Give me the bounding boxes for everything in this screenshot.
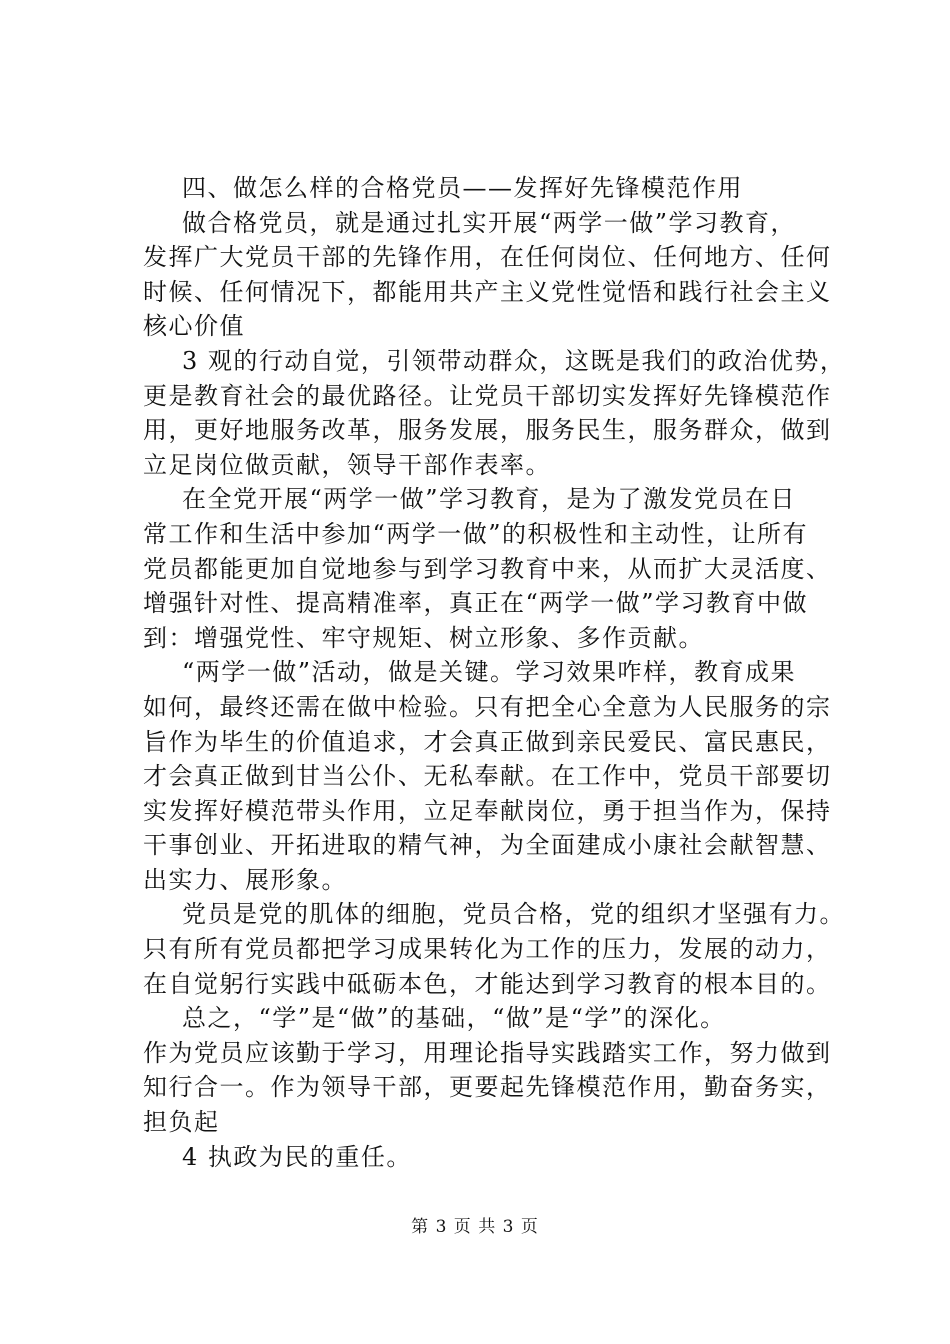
paragraph-line: 用，更好地服务改革，服务发展，服务民生，服务群众，做到 xyxy=(143,416,832,445)
paragraph-line: 3 观的行动自觉，引领带动群众，这既是我们的政治优势， xyxy=(182,346,846,375)
paragraph-line: 到：增强党性、牢守规矩、树立形象、多作贡献。 xyxy=(143,623,704,652)
paragraph-line: 4 执政为民的重任。 xyxy=(182,1142,412,1171)
paragraph-line: 旨作为毕生的价值追求，才会真正做到亲民爱民、富民惠民， xyxy=(143,727,832,756)
paragraph-line: 党员都能更加自觉地参与到学习教育中来，从而扩大灵活度、 xyxy=(143,554,832,583)
paragraph-line: 更是教育社会的最优路径。让党员干部切实发挥好先锋模范作 xyxy=(143,381,832,410)
paragraph-line: 总之，“学”是“做”的基础，“做”是“学”的深化。 xyxy=(182,1004,726,1033)
paragraph-line: 在自觉躬行实践中砥砺本色，才能达到学习教育的根本目的。 xyxy=(143,969,832,998)
paragraph-line: 出实力、展形象。 xyxy=(143,865,347,894)
paragraph-line: 在全党开展“两学一做”学习教育，是为了激发党员在日 xyxy=(182,485,797,514)
paragraph-line: 时候、任何情况下，都能用共产主义党性觉悟和践行社会主义 xyxy=(143,277,832,306)
paragraph-line: 担负起 xyxy=(143,1108,220,1137)
document-body xyxy=(143,171,848,1174)
paragraph-line: 核心价值 xyxy=(143,312,245,341)
paragraph-line: 立足岗位做贡献，领导干部作表率。 xyxy=(143,450,551,479)
paragraph-line: 增强针对性、提高精准率，真正在“两学一做”学习教育中做 xyxy=(143,589,809,618)
paragraph-line: 党员是党的肌体的细胞，党员合格，党的组织才坚强有力。 xyxy=(182,900,845,929)
paragraph-line: 干事创业、开拓进取的精气神，为全面建成小康社会献智慧、 xyxy=(143,831,832,860)
paragraph-line: 才会真正做到甘当公仆、无私奉献。在工作中，党员干部要切 xyxy=(143,762,832,791)
paragraph-line: “两学一做”活动，做是关键。学习效果咋样，教育成果 xyxy=(182,658,797,687)
section-heading: 四、做怎么样的合格党员——发挥好先锋模范作用 xyxy=(182,174,743,202)
paragraph-line: 常工作和生活中参加“两学一做”的积极性和主动性，让所有 xyxy=(143,519,809,548)
paragraph-line: 作为党员应该勤于学习，用理论指导实践踏实工作，努力做到 xyxy=(143,1038,832,1067)
paragraph-line: 发挥广大党员干部的先锋作用，在任何岗位、任何地方、任何 xyxy=(143,243,832,272)
paragraph-line: 只有所有党员都把学习成果转化为工作的压力，发展的动力， xyxy=(143,935,832,964)
paragraph-line: 实发挥好模范带头作用，立足奉献岗位，勇于担当作为，保持 xyxy=(143,796,832,825)
paragraph-line: 知行合一。作为领导干部，更要起先锋模范作用，勤奋务实， xyxy=(143,1073,832,1102)
paragraph-line: 做合格党员，就是通过扎实开展“两学一做”学习教育， xyxy=(182,208,797,237)
paragraph-line: 如何，最终还需在做中检验。只有把全心全意为人民服务的宗 xyxy=(143,692,832,721)
page-number-footer: 第 3 页 共 3 页 xyxy=(411,1217,539,1237)
